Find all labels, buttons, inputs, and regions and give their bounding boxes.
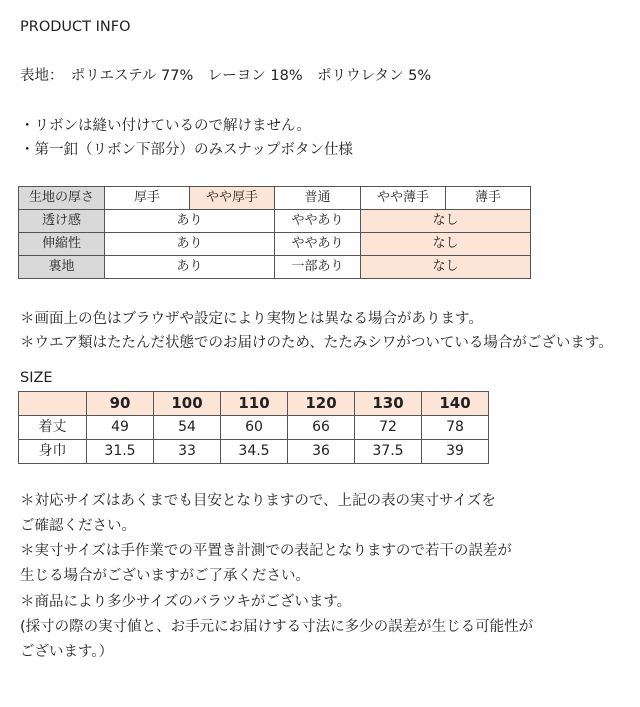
size-note-line: ＊対応サイズはあくまでも目安となりますので、上記の表の実寸サイズを: [20, 493, 496, 509]
size-header: 110: [221, 392, 288, 416]
sheerness-row: [19, 210, 531, 233]
note-ribbon: ・リボンは縫い付けているので解けません。: [20, 118, 311, 134]
option-cell-selected: なし: [361, 210, 531, 233]
thickness-option: 厚手: [105, 187, 190, 210]
thickness-option: 普通: [275, 187, 361, 210]
thickness-option: やや薄手: [361, 187, 446, 210]
size-value: 78: [422, 416, 489, 440]
option-cell: 一部あり: [275, 256, 361, 279]
size-header: 120: [288, 392, 355, 416]
size-note-line: 生じる場合がございますがご了承ください。: [20, 568, 310, 584]
note-snap-button: ・第一釦（リボン下部分）のみスナップボタン仕様: [20, 142, 353, 158]
disclaimer-wrinkles: ＊ウエア類はたたんだ状態でのお届けのため、たたみシワがついている場合がございます。: [20, 335, 613, 351]
size-note-line: (採寸の際の実寸値と、お手元にお届けする寸法に多少の誤差が生じる可能性が: [20, 619, 534, 635]
size-value: 54: [154, 416, 221, 440]
option-cell: あり: [105, 233, 275, 256]
size-table: [18, 391, 489, 464]
size-value: 72: [355, 416, 422, 440]
size-header: 130: [355, 392, 422, 416]
option-cell: ややあり: [275, 233, 361, 256]
size-header-row: [19, 392, 489, 416]
size-value: 49: [87, 416, 154, 440]
size-value: 34.5: [221, 440, 288, 464]
size-value: 37.5: [355, 440, 422, 464]
size-value: 60: [221, 416, 288, 440]
thickness-label: 生地の厚さ: [19, 187, 105, 210]
stretch-row: [19, 233, 531, 256]
row-label: 裏地: [19, 256, 105, 279]
row-label: 身巾: [19, 440, 87, 464]
page-title: PRODUCT INFO: [20, 19, 131, 35]
option-cell-selected: なし: [361, 233, 531, 256]
row-label: 着丈: [19, 416, 87, 440]
size-value: 66: [288, 416, 355, 440]
size-header: 90: [87, 392, 154, 416]
thickness-option-selected: やや厚手: [190, 187, 275, 210]
size-header-corner: [19, 392, 87, 416]
size-header: 140: [422, 392, 489, 416]
size-note-line: ございます。）: [20, 644, 114, 660]
row-label: 伸縮性: [19, 233, 105, 256]
thickness-row: [19, 187, 531, 210]
disclaimer-color: ＊画面上の色はブラウザや設定により実物とは異なる場合があります。: [20, 311, 483, 327]
length-row: [19, 416, 489, 440]
size-value: 39: [422, 440, 489, 464]
size-note-line: ご確認ください。: [20, 518, 136, 534]
width-row: [19, 440, 489, 464]
option-cell-selected: なし: [361, 256, 531, 279]
size-value: 36: [288, 440, 355, 464]
fabric-property-table: [18, 186, 531, 279]
lining-row: [19, 256, 531, 279]
thickness-option: 薄手: [446, 187, 531, 210]
size-value: 31.5: [87, 440, 154, 464]
material-composition: 表地： ポリエステル 77% レーヨン 18% ポリウレタン 5%: [20, 68, 432, 84]
size-header: 100: [154, 392, 221, 416]
row-label: 透け感: [19, 210, 105, 233]
size-title: SIZE: [20, 370, 53, 386]
option-cell: あり: [105, 210, 275, 233]
option-cell: ややあり: [275, 210, 361, 233]
size-value: 33: [154, 440, 221, 464]
size-note-line: ＊商品により多少サイズのバラツキがございます。: [20, 594, 352, 610]
size-note-line: ＊実寸サイズは手作業での平置き計測での表記となりますので若干の誤差が: [20, 543, 512, 559]
option-cell: あり: [105, 256, 275, 279]
